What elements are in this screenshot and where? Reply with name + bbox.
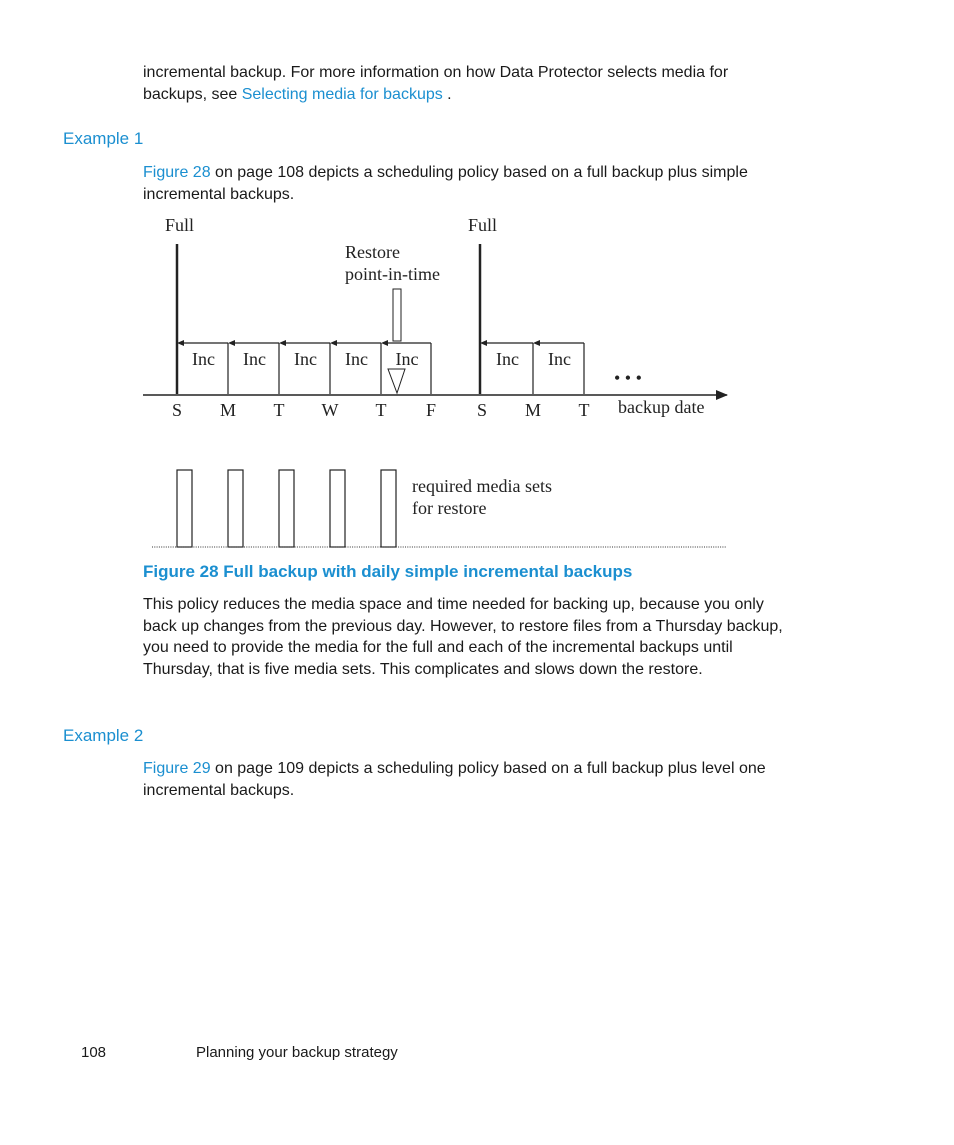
media-set [279, 470, 294, 547]
figure-caption: Figure 28 Full backup with daily simple incremental backups [143, 562, 633, 581]
example-1-paragraph: Figure 28 on page 108 depicts a scheduling policy based on a full backup plus simple incremental backups. [143, 164, 748, 203]
day-label: F [425, 400, 437, 420]
footer-title: Planning your backup strategy [196, 1044, 398, 1061]
media-sets [177, 470, 396, 547]
inc-arrow [228, 340, 235, 346]
full-label-1: Full [165, 215, 195, 235]
axis-label: backup date [618, 397, 705, 417]
inc-arrow [330, 340, 337, 346]
day-labels [172, 400, 590, 420]
day-label: M [219, 400, 237, 420]
inc-label: Inc [294, 349, 317, 369]
media-set [381, 470, 396, 547]
day-label: W [321, 400, 339, 420]
page-number: 108 [81, 1044, 107, 1061]
restore-pointer [388, 289, 405, 393]
body-paragraph: This policy reduces the media space and time needed for backing up, because you only back up changes from the previous day. However, to restore files from a Thursday backup, you need to provide the media for the full and each of the incremental backups until Thursday, that is five media sets. This complicates and slows down the restore. [143, 596, 783, 678]
media-set [177, 470, 192, 547]
day-label: T [273, 400, 285, 420]
day-label: T [578, 400, 590, 420]
inc-arrow [279, 340, 286, 346]
inc-label: Inc [192, 349, 215, 369]
example-1-heading: Example 1 [63, 129, 144, 148]
incremental-backup [480, 340, 533, 394]
media-set [228, 470, 243, 547]
ellipsis: • • • [614, 368, 642, 388]
incremental-backup [330, 340, 381, 394]
inc-label: Inc [345, 349, 368, 369]
inc-arrow [381, 340, 388, 346]
incremental-backup [279, 340, 330, 394]
inc-label: Inc [496, 349, 519, 369]
incremental-boxes [177, 340, 584, 394]
example-2-heading: Example 2 [63, 726, 144, 745]
incremental-backup [228, 340, 279, 394]
media-label-line2: for restore [412, 498, 487, 518]
restore-label-line2: point-in-time [345, 264, 440, 284]
incremental-backup [381, 340, 431, 394]
day-label: S [476, 400, 488, 420]
inc-arrow [533, 340, 540, 346]
day-label: S [171, 400, 183, 420]
day-label: T [375, 400, 387, 420]
media-set [330, 470, 345, 547]
intro-paragraph: incremental backup. For more information on how Data Protector selects media for backups, see Selecting media for backups . [143, 64, 729, 103]
restore-label-line1: Restore [345, 242, 400, 262]
selecting-media-link[interactable]: Selecting media for backups [241, 85, 443, 103]
inc-label: Inc [548, 349, 571, 369]
figure-28-diagram [0, 0, 954, 560]
inc-label: Inc [395, 349, 419, 369]
figure-29-link[interactable]: Figure 29 [143, 760, 211, 777]
inc-label: Inc [243, 349, 266, 369]
media-label-line1: required media sets [412, 476, 552, 496]
example-2-paragraph: Figure 29 on page 109 depicts a scheduling policy based on a full backup plus level one incremental backups. [143, 760, 766, 799]
incremental-backup [177, 340, 228, 394]
incremental-backup [533, 340, 584, 394]
figure-28-link[interactable]: Figure 28 [143, 164, 211, 181]
full-label-2: Full [468, 215, 498, 235]
day-label: M [524, 400, 542, 420]
